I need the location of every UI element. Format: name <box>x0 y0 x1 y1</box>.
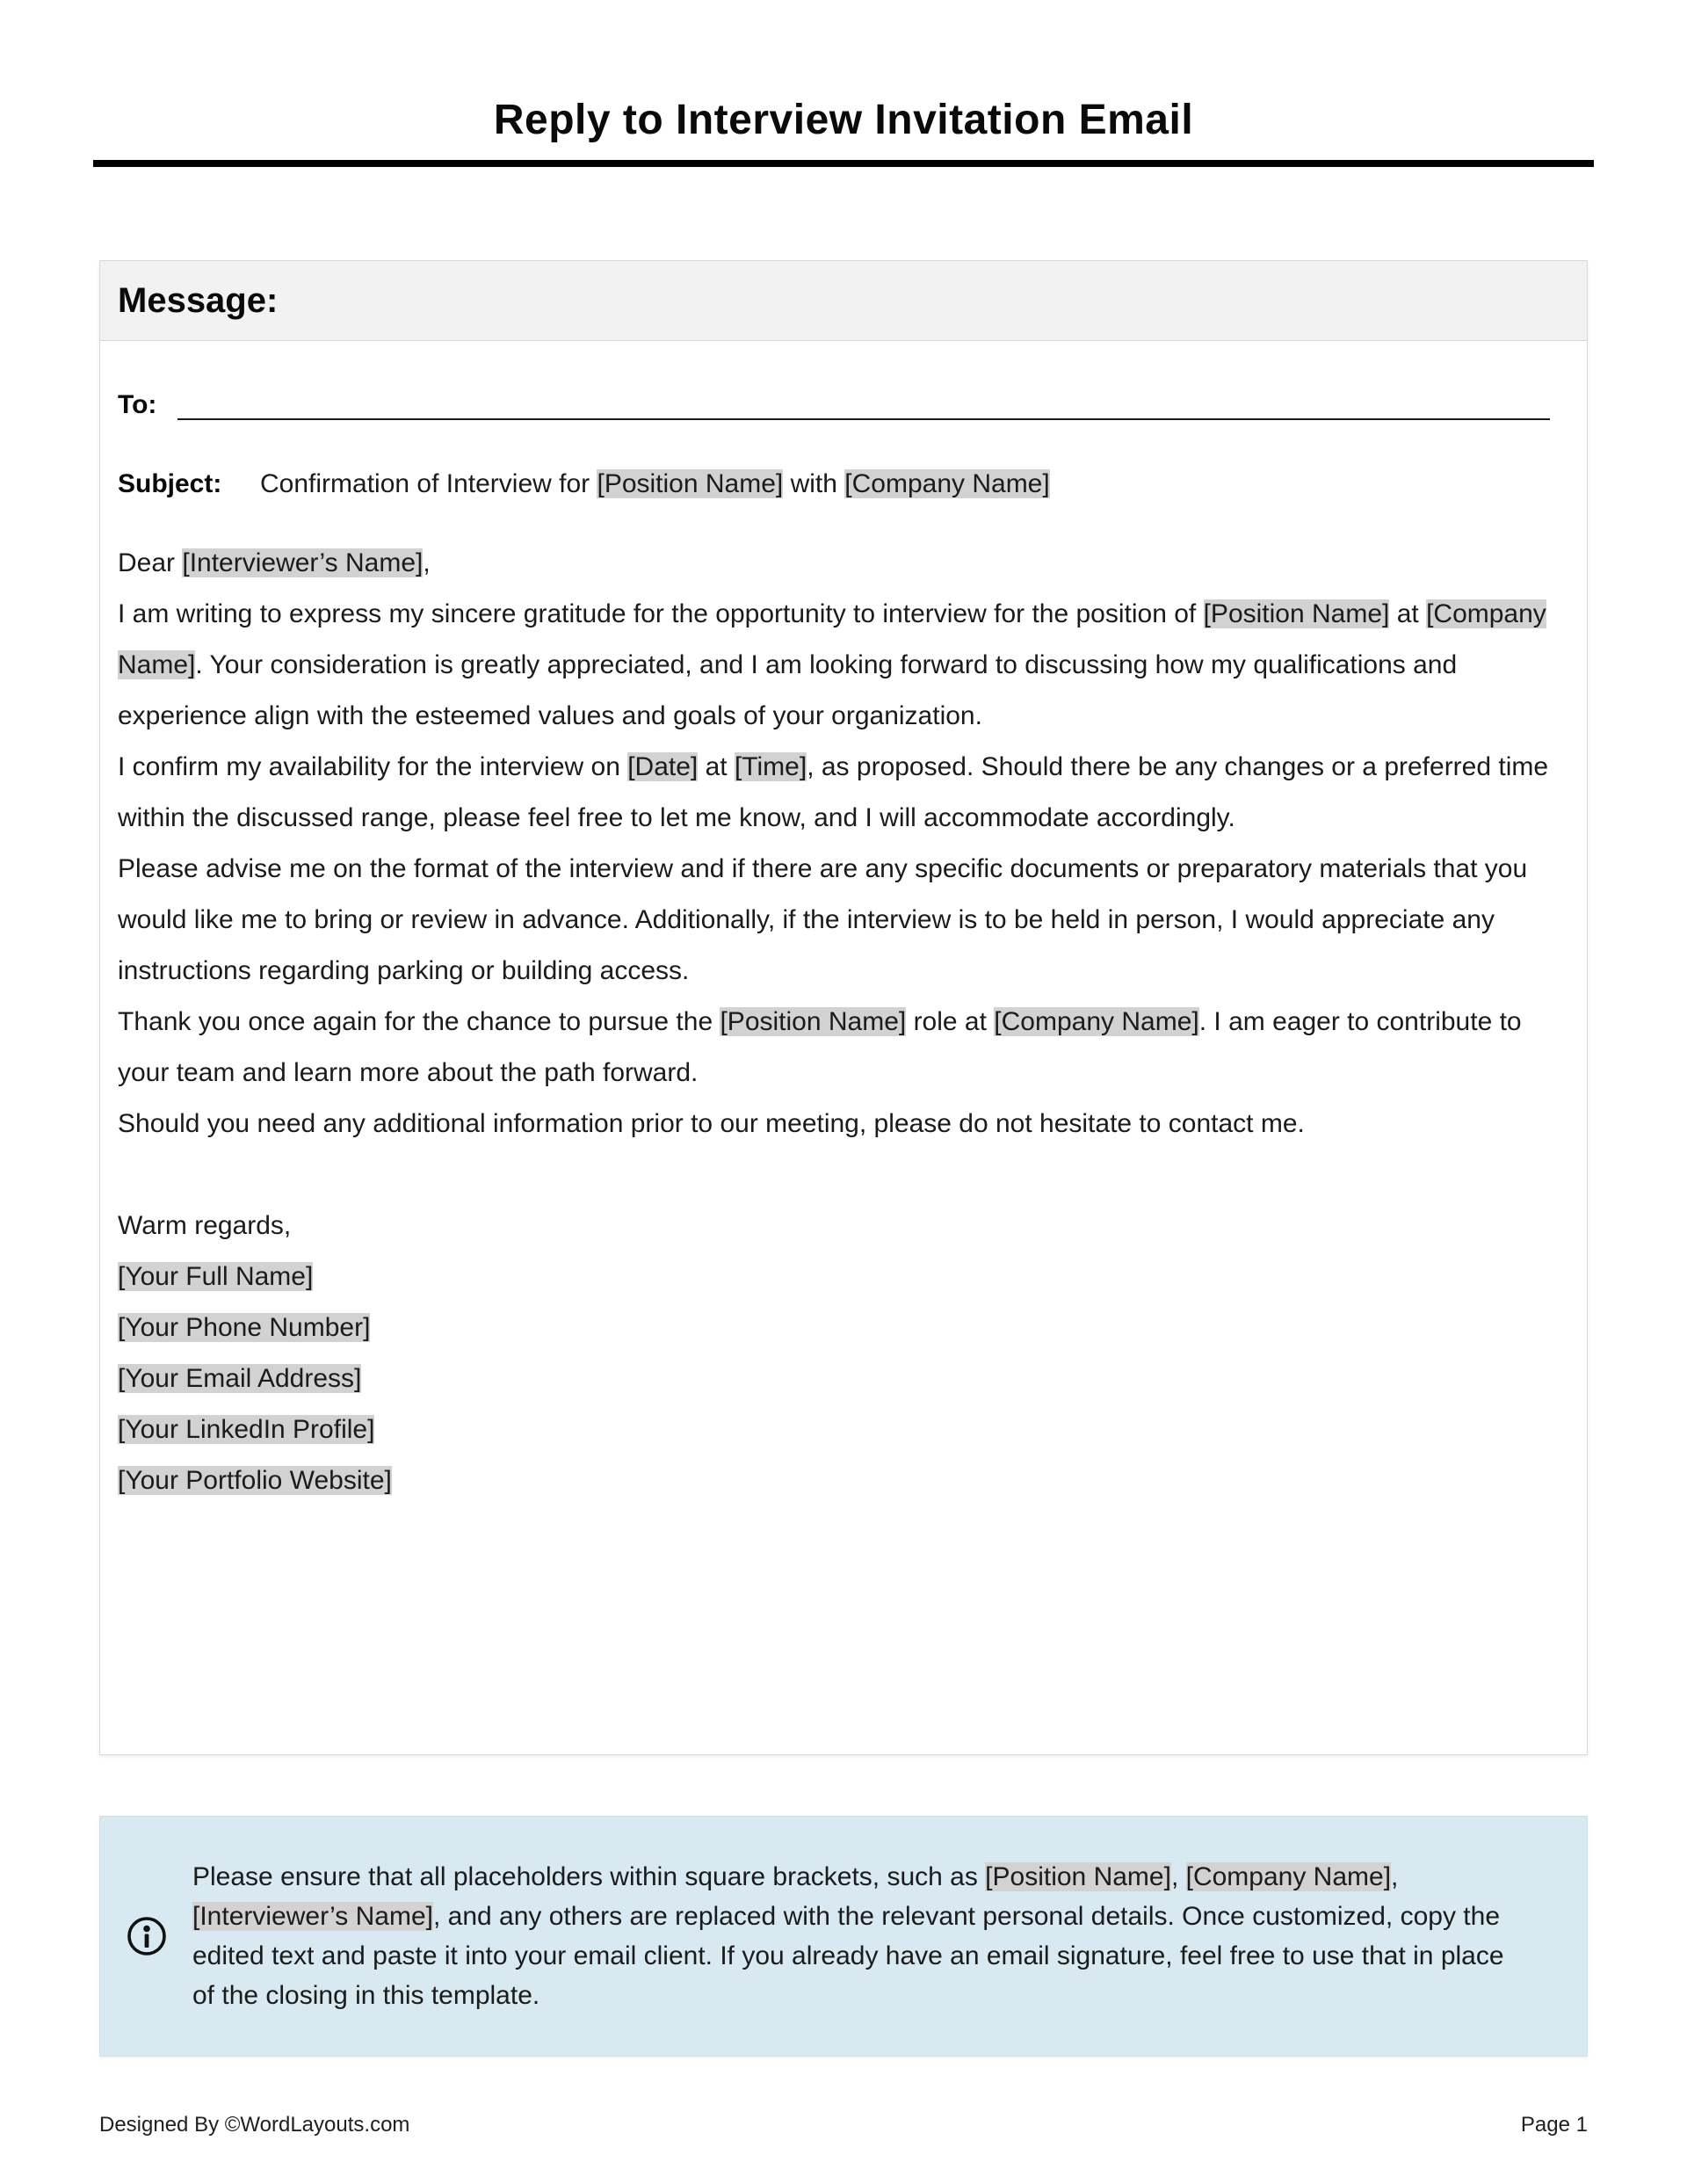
closing-line: Warm regards, <box>118 1211 292 1240</box>
footer-page-number: Page 1 <box>1520 2113 1588 2137</box>
info-icon <box>126 1915 168 1957</box>
placeholder-highlight: [Company Name] <box>994 1007 1199 1036</box>
placeholder-highlight: [Company Name] <box>118 599 1546 679</box>
message-body <box>100 387 1587 1506</box>
placeholder-highlight: [Time] <box>734 752 807 781</box>
subject-value: Confirmation of Interview for [Position Name] with [Company Name] <box>260 469 1050 498</box>
letter-paragraph: I am writing to express my sincere gratitude for the opportunity to interview for the position of [Position Name] at [Company Name]. Your consideration is greatly appreciated, and I am looking forward to discussing how my qualifications and experience align with the esteemed values and goals of your organization. <box>118 599 1546 730</box>
to-label: To: <box>118 390 157 419</box>
placeholder-highlight: [Your Phone Number] <box>118 1313 371 1342</box>
placeholder-highlight: [Company Name] <box>844 469 1050 498</box>
placeholder-highlight: [Company Name] <box>1185 1862 1392 1891</box>
placeholder-highlight: [Interviewer’s Name] <box>192 1902 433 1931</box>
title-rule <box>93 160 1594 167</box>
placeholder-highlight: [Your Email Address] <box>118 1364 362 1393</box>
letter-paragraph: Please advise me on the format of the interview and if there are any specific documents or preparatory materials that you would like me to bring or review in advance. Additionally, if the interview is to be held in person, I would appreciate any instructions regarding parking or building access. <box>118 854 1528 985</box>
footer-credit: Designed By ©WordLayouts.com <box>99 2113 410 2137</box>
message-box <box>99 260 1588 1755</box>
to-row <box>118 387 1569 420</box>
subject-row <box>118 469 1569 499</box>
letter-paragraphs <box>118 589 1569 1150</box>
placeholder-highlight: [Interviewer’s Name] <box>182 548 424 577</box>
placeholder-highlight: [Position Name] <box>597 469 784 498</box>
placeholder-highlight: [Position Name] <box>1203 599 1390 628</box>
spacer <box>118 499 1569 538</box>
placeholder-highlight: [Your LinkedIn Profile] <box>118 1415 375 1444</box>
letter-paragraph: Should you need any additional information prior to our meeting, please do not hesitate to contact me. <box>118 1109 1305 1138</box>
placeholder-highlight: [Your Portfolio Website] <box>118 1466 392 1495</box>
signature-line <box>118 1455 1569 1506</box>
page-title: Reply to Interview Invitation Email <box>493 97 1194 143</box>
note-icon-column <box>100 1915 192 1957</box>
subject-label: Subject: <box>118 469 222 498</box>
letter-paragraph: Thank you once again for the chance to pursue the [Position Name] role at [Company Name]. I am eager to contribute to your team and learn more about the path forward. <box>118 1007 1522 1087</box>
note-text: Please ensure that all placeholders within square brackets, such as [Position Name], [Company Name], [Interviewer’s Name], and any others are replaced with the relevant personal details. Once customized, copy the edited text and paste it into your email client. If you already have an email signature, feel free to use that in place of the closing in this template. <box>192 1862 1504 2010</box>
signature-block <box>118 1252 1569 1506</box>
signature-line <box>118 1404 1569 1455</box>
blank-line <box>118 1150 1569 1201</box>
letter-paragraph: I confirm my availability for the interview on [Date] at [Time], as proposed. Should there be any changes or a preferred time within the discussed range, please feel free to let me know, and I will accommodate accordingly. <box>118 752 1549 832</box>
note-box <box>99 1816 1588 2057</box>
message-header <box>100 261 1587 341</box>
signature-line <box>118 1252 1569 1302</box>
salutation: Dear [Interviewer’s Name], <box>118 548 431 577</box>
placeholder-highlight: [Position Name] <box>985 1862 1171 1891</box>
page-footer <box>99 2113 1588 2137</box>
placeholder-highlight: [Your Full Name] <box>118 1262 314 1291</box>
to-input-line[interactable] <box>177 387 1550 420</box>
message-header-label: Message: <box>118 280 279 320</box>
signature-line <box>118 1302 1569 1353</box>
placeholder-highlight: [Date] <box>627 752 699 781</box>
placeholder-highlight: [Position Name] <box>720 1007 907 1036</box>
signature-line <box>118 1353 1569 1404</box>
